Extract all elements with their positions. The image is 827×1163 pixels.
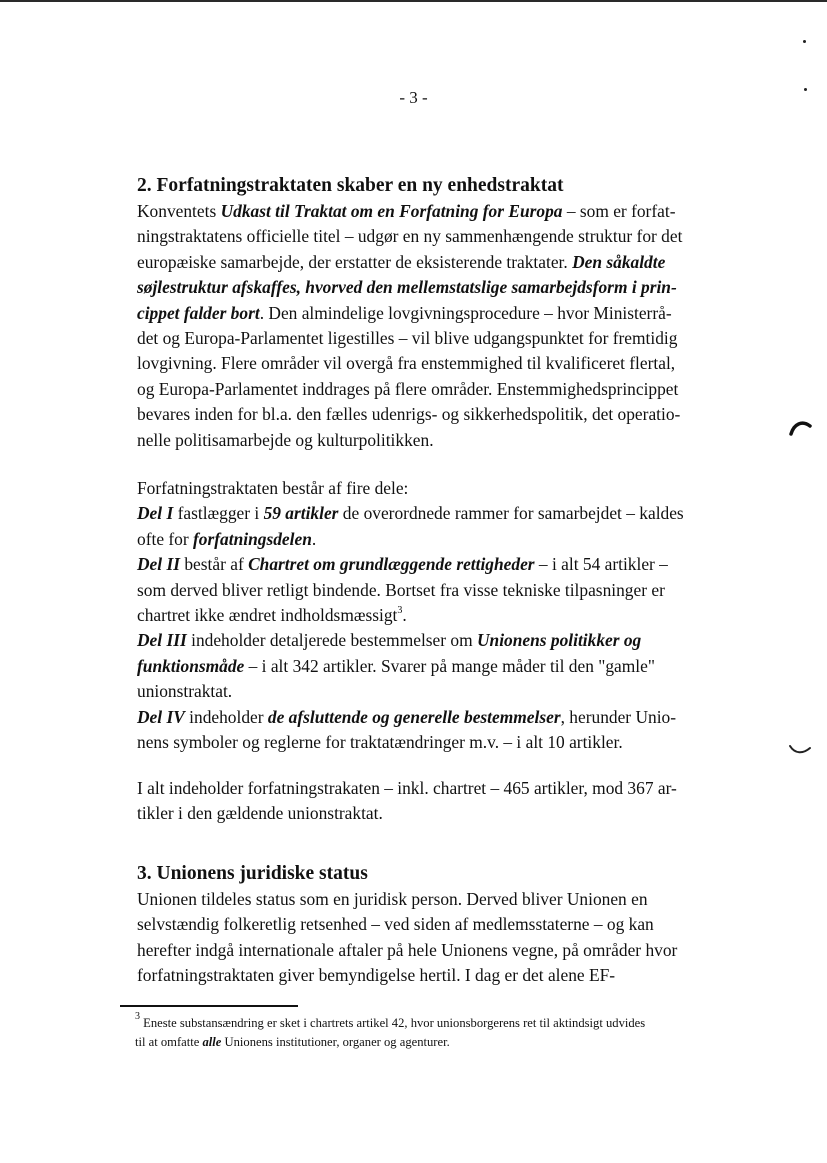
section-heading: 3. Unionens juridiske status xyxy=(137,863,368,884)
scan-top-edge xyxy=(0,0,827,2)
footnote-reference[interactable]: 3 xyxy=(397,605,403,617)
footnote-divider xyxy=(120,1005,298,1007)
list-item: Del II består af Chartret om grundlæggende rettigheder – i alt 54 artikler – xyxy=(137,554,668,575)
list-item: Del I fastlægger i 59 artikler de overordnede rammer for samarbejdet – kaldes xyxy=(137,503,684,524)
hole-punch-mark-lower xyxy=(787,742,813,758)
scan-speck xyxy=(803,40,806,43)
list-item: Del IV indeholder de afsluttende og generelle bestemmelser, herunder Unio- xyxy=(137,706,677,727)
list-item: Del III indeholder detaljerede bestemmelser om Unionens politikker og xyxy=(137,630,642,651)
parts-list: Forfatningstraktaten består af fire dele: Del I fastlægger i 59 artikler de overordnede rammer for samarbejdet – kaldes ofte for forfatningsdelen. Del II består af Chartret om grundlæggende rettigheder – i alt 54 artikler – som derved bliver retligt bindende. Bortset fra visse tekniske tilpasninger er chartret ikke ændret indholdsmæssigt$^3$. Del III indeholder detaljerede bestemmelser om Unionens politikker og funktionsmåde – i alt 342 artikler. Svarer på mange måder til den "gamle" unionstraktat. Del IV indeholder de afsluttende og generelle bestemmelser, herunder Unio- nens symboler og reglerne for traktatændringer m.v. – i alt 10 artikler. xyxy=(137,476,737,755)
document-title: Udkast til Traktat om en Forfatning for Europa xyxy=(220,201,563,221)
list-intro: Forfatningstraktaten består af fire dele: xyxy=(137,478,409,498)
footnote-marker: 3 xyxy=(135,1011,140,1022)
section-heading: 2. Forfatningstraktaten skaber en ny enhedstraktat xyxy=(137,175,564,196)
page-number: - 3 - xyxy=(399,88,428,107)
hole-punch-mark-upper xyxy=(788,418,814,438)
section-3: 3. Unionens juridiske status Unionen tildeles status som en juridisk person. Derved bliver Unionen en selvstændig folkeretlig retsenhed – ved siden af medlemsstaterne – og kan herefter indgå internationale aftaler på hele Unionens vegne, på områder hvor forfatningstraktaten giver bemyndigelse hertil. I dag er det alene EF- xyxy=(137,861,737,989)
paragraph: Konventets Udkast til Traktat om en Forfatning for Europa – som er forfat- ningstraktatens officielle titel – udgør en ny sammenhængende struktur for det europæiske samarbejde, der erstatter de eksisterende traktater. Den såkaldte søjlestruktur afskaffes, hvorved den mellemstatslige samarbejdsform i prin- cippet falder bort. Den almindelige lovgivningsprocedure – hvor Ministerrå- det og Europa-Parlamentet ligestilles – vil blive udgangspunktet for fremtidig lovgivning. Flere områder vil overgå fra enstemmighed til kvalificeret flertal, og Europa-Parlamentet inddrages på flere områder. Enstemmighedsprincippet bevares inden for bl.a. den fælles udenrigs- og sikkerhedspolitik, det operatio- nelle politisamarbejde og kulturpolitikken. xyxy=(137,201,683,450)
paragraph-total: I alt indeholder forfatningstrakaten – inkl. chartret – 465 artikler, mod 367 ar- tikler i den gældende unionstraktat. xyxy=(137,778,677,824)
section-2 xyxy=(137,173,737,453)
footnote: $^3$ Eneste substansændring er sket i chartrets artikel 42, hvor unionsborgerens ret til aktindsigt udvides til at omfatte alle Unionens institutioner, organer og agenturer. xyxy=(135,1011,646,1049)
